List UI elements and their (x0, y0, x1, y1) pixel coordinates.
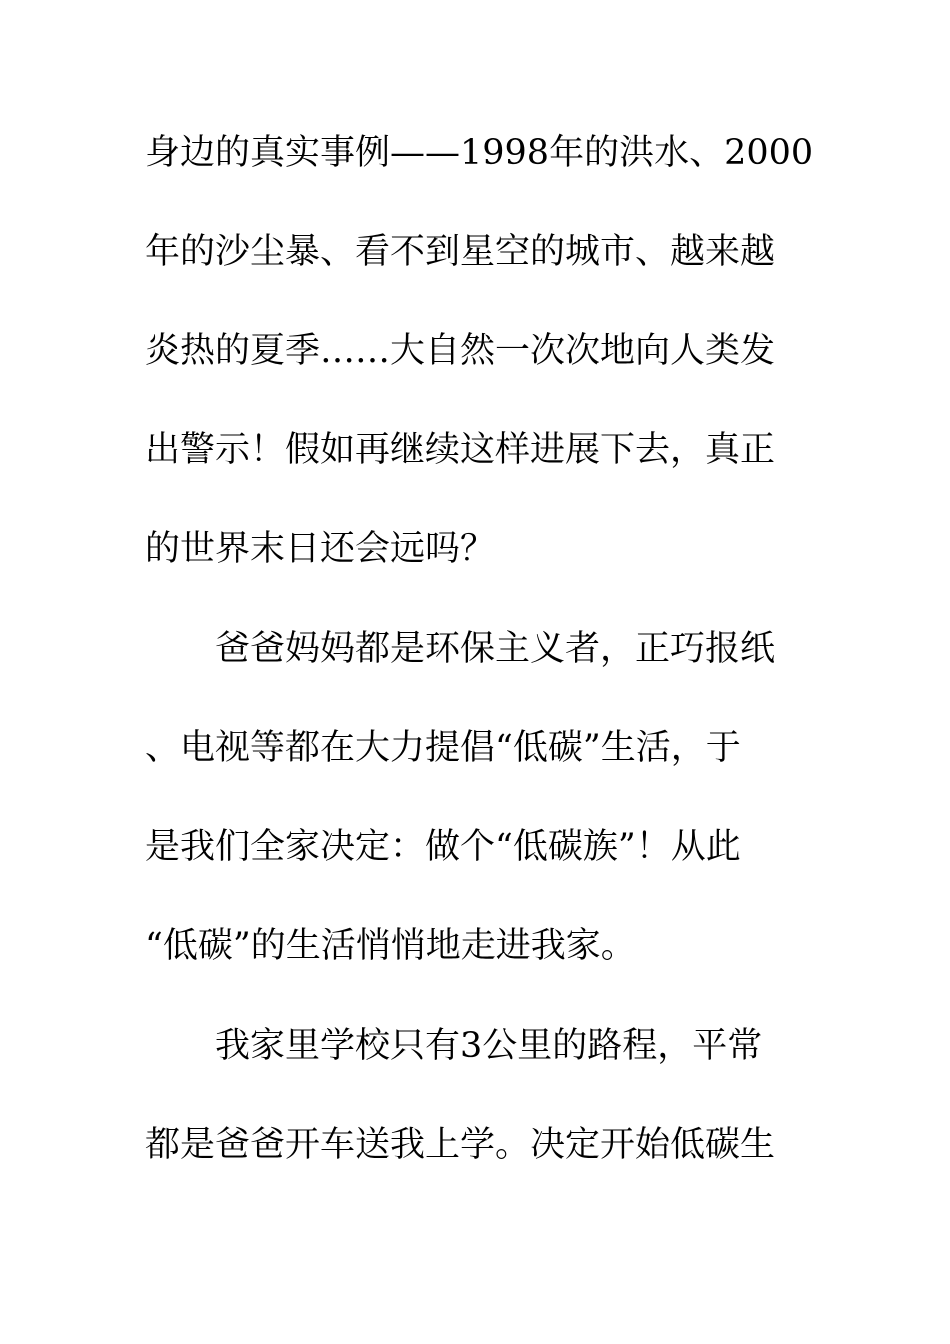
text-line: 炎热的夏季……大自然一次次地向人类发 (145, 331, 776, 371)
paragraph-first-line: 爸爸妈妈都是环保主义者，正巧报纸 (215, 629, 776, 669)
paragraph-first-line: 我家里学校只有3公里的路程，平常 (215, 1026, 763, 1066)
text-line: 年的沙尘暴、看不到星空的城市、越来越 (145, 232, 776, 272)
text-line: 、电视等都在大力提倡“低碳”生活，于 (145, 728, 741, 768)
text-line: “低碳”的生活悄悄地走进我家。 (145, 926, 636, 966)
text-line: 的世界末日还会远吗？ (145, 529, 496, 569)
text-line: 出警示！假如再继续这样进展下去，真正 (145, 430, 776, 470)
text-line: 都是爸爸开车送我上学。决定开始低碳生 (145, 1125, 776, 1165)
text-line: 身边的真实事例——1998年的洪水、2000 (145, 133, 814, 173)
text-line: 是我们全家决定：做个“低碳族”！从此 (145, 827, 741, 867)
